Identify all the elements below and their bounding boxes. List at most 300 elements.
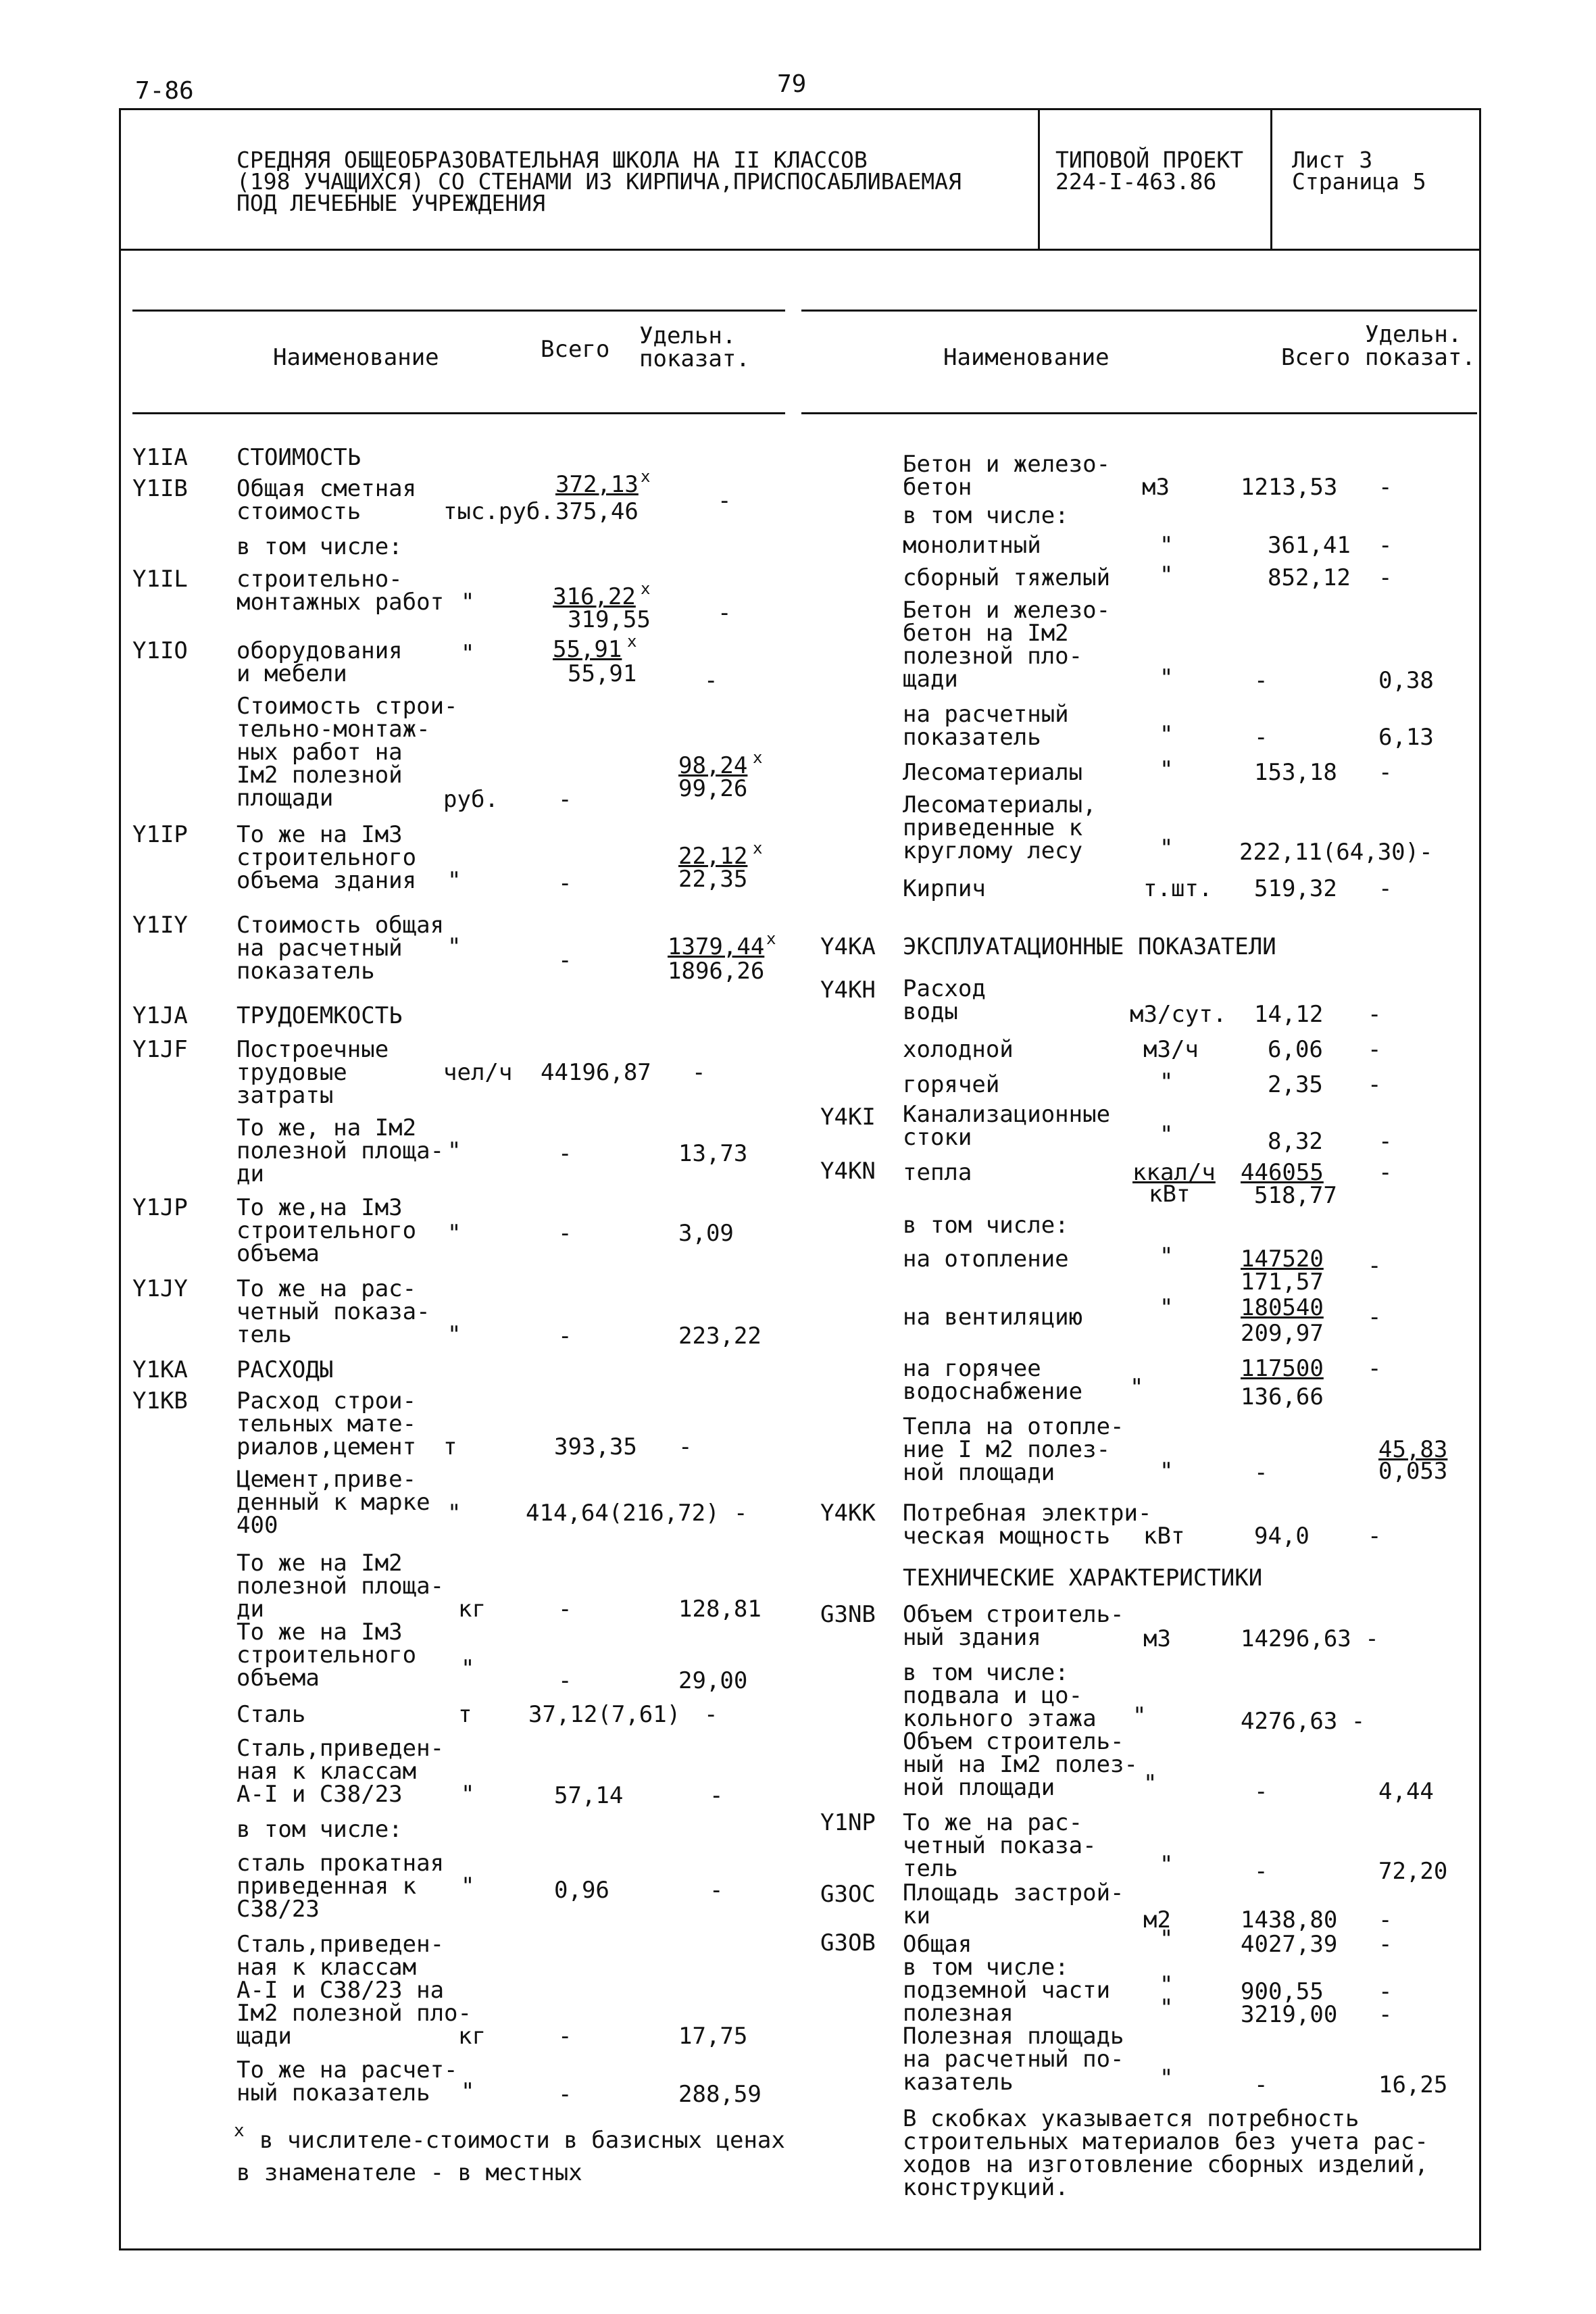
- labor-m3-value: 3,09: [678, 1220, 734, 1247]
- title-divider-1: [1038, 108, 1040, 249]
- ditto-mark: ": [1159, 2065, 1174, 2092]
- section-labor: ТРУДОЕМКОСТЬ: [236, 1002, 403, 1029]
- hot-water-dash: -: [1368, 1071, 1382, 1098]
- code-y1ib: Y1IB: [132, 475, 188, 502]
- title-block-bottom-line: [119, 249, 1481, 251]
- right-header-name: Наименование: [943, 344, 1109, 371]
- steel-m2-value: 17,75: [678, 2023, 748, 2050]
- precast-label: сборный тяжелый: [903, 564, 1111, 591]
- same-m3-label-1: То же на Iм3: [236, 821, 403, 848]
- including-label: в том числе:: [903, 1212, 1069, 1239]
- steel-cls-label-1: Сталь,приведен-: [236, 1735, 445, 1762]
- note-line-3: ходов на изготовление сборных изделий,: [903, 2151, 1428, 2178]
- heat-unit-denominator: кВт: [1149, 1181, 1191, 1208]
- total-cost-label-2: стоимость: [236, 498, 361, 525]
- vol-m2-label-2: ный на Iм2 полез-: [903, 1751, 1138, 1778]
- timber-round-value: 222,11(64,30)-: [1239, 839, 1433, 866]
- sheet-label: Лист 3: [1292, 147, 1373, 173]
- equipment-label-1: оборудования: [236, 637, 403, 664]
- ditto-mark: ": [461, 640, 475, 667]
- equipment-dash: -: [704, 667, 718, 694]
- cement400-label-3: 400: [236, 1512, 278, 1539]
- useful-calc-label-3: казатель: [903, 2069, 1014, 2096]
- left-header-total: Всего: [541, 336, 610, 363]
- cement400-label-2: денный к марке: [236, 1489, 430, 1516]
- ditto-mark: ": [1143, 1770, 1157, 1797]
- footnote-mark: x: [234, 2121, 245, 2141]
- total-cost-numerator: 372,13: [555, 471, 639, 498]
- cost-m2-denominator: 99,26: [678, 775, 748, 802]
- code-y1np: Y1NP: [820, 1809, 876, 1836]
- document-title-line-1: СРЕДНЯЯ ОБЩЕОБРАЗОВАТЕЛЬНАЯ ШКОЛА НА II КЛАССОВ: [236, 147, 868, 173]
- ditto-mark: ": [1159, 1851, 1174, 1878]
- steel-m2-label-3: А-I и С38/23 на: [236, 1977, 445, 2004]
- labor-calc-label-3: тель: [236, 1321, 292, 1348]
- ditto-mark: ": [1159, 664, 1174, 691]
- construction-numerator: 316,22: [553, 583, 636, 610]
- sewer-dash: -: [1378, 1128, 1393, 1155]
- ditto-mark: ": [447, 1220, 462, 1247]
- concrete-m2-label-4: щади: [903, 666, 958, 693]
- right-header-total: Всего: [1281, 344, 1351, 371]
- labor-calc-label-2: четный показа-: [236, 1298, 430, 1325]
- code-y4kh: Y4KH: [820, 977, 876, 1004]
- timber-round-label-1: Лесоматериалы,: [903, 791, 1097, 818]
- cold-water-dash: -: [1368, 1036, 1382, 1063]
- hotwater-numerator: 117500: [1241, 1355, 1324, 1382]
- steel-dash: -: [704, 1701, 718, 1728]
- labor-m3-label-2: строительного: [236, 1217, 417, 1244]
- cost-calc-numerator: 1379,44: [668, 933, 765, 960]
- brick-label: Кирпич: [903, 875, 986, 902]
- section-operation: ЭКСПЛУАТАЦИОННЫЕ ПОКАЗАТЕЛИ: [903, 933, 1276, 960]
- same-m3-numerator: 22,12: [678, 843, 748, 870]
- precast-value: 852,12: [1268, 564, 1351, 591]
- cost-calc-total-dash: -: [558, 947, 572, 974]
- brick-value: 519,32: [1254, 875, 1337, 902]
- section-expenses: РАСХОДЫ: [236, 1356, 334, 1383]
- heat-denominator: 518,77: [1254, 1182, 1337, 1209]
- code-y1ia: Y1IA: [132, 444, 188, 471]
- ditto-mark: ": [1159, 721, 1174, 748]
- ditto-mark: ": [461, 2078, 475, 2105]
- power-dash: -: [1368, 1523, 1382, 1550]
- code-y1jy: Y1JY: [132, 1275, 188, 1302]
- cost-m2-label-3: ных работ на: [236, 739, 403, 766]
- cost-m2-label-4: Iм2 полезной: [236, 762, 403, 789]
- sewer-value: 8,32: [1268, 1128, 1323, 1155]
- right-header-bottom-line: [801, 412, 1477, 414]
- steel-cls-dash: -: [709, 1782, 724, 1809]
- code-y1jp: Y1JP: [132, 1194, 188, 1221]
- code-y4ki: Y4KI: [820, 1104, 876, 1131]
- construction-dash: -: [718, 599, 732, 626]
- hot-water-value: 2,35: [1268, 1071, 1323, 1098]
- concrete-calc-label-2: показатель: [903, 724, 1041, 751]
- section-technical: ТЕХНИЧЕСКИЕ ХАРАКТЕРИСТИКИ: [903, 1565, 1263, 1592]
- concrete-m2-value: 0,38: [1378, 667, 1434, 694]
- cold-water-label: холодной: [903, 1036, 1014, 1063]
- star-mark: x: [641, 467, 651, 486]
- note-line-2: строительных материалов без учета рас-: [903, 2128, 1428, 2155]
- vol-m2-label-3: ной площади: [903, 1774, 1055, 1801]
- steel-m2-unit: кг: [458, 2023, 486, 2050]
- ditto-mark: ": [1159, 562, 1174, 589]
- cost-m2-total-dash: -: [558, 786, 572, 813]
- labor-m2-label-1: То же, на Iм2: [236, 1114, 417, 1141]
- labor-total-dash: -: [692, 1059, 706, 1086]
- monolith-dash: -: [1378, 532, 1393, 559]
- heat-m2-denominator: 0,053: [1378, 1458, 1448, 1485]
- vol-calc-label-1: То же на рас-: [903, 1809, 1083, 1836]
- brick-unit: т.шт.: [1143, 875, 1213, 902]
- ditto-mark: ": [1159, 1971, 1174, 1998]
- steel-m2-label-4: Iм2 полезной пло-: [236, 2000, 472, 2027]
- code-y4ka: Y4KA: [820, 933, 876, 960]
- ditto-mark: ": [447, 1321, 462, 1348]
- code-g3oc: G3OC: [820, 1881, 876, 1908]
- labor-unit: чел/ч: [443, 1059, 513, 1086]
- cement-m3-label-1: То же на Iм3: [236, 1619, 403, 1646]
- total-cost-denominator: 375,46: [555, 498, 639, 525]
- labor-m3-label-3: объема: [236, 1240, 320, 1267]
- steel-cls-label-2: ная к классам: [236, 1758, 417, 1785]
- steel-roll-label-2: приведенная к: [236, 1873, 417, 1900]
- volume-unit: м3: [1143, 1625, 1171, 1652]
- brick-dash: -: [1378, 875, 1393, 902]
- project-label: ТИПОВОЙ ПРОЕКТ: [1055, 147, 1244, 173]
- ditto-mark: ": [1159, 1458, 1174, 1485]
- ditto-mark: ": [461, 589, 475, 616]
- left-header-specific-1: Удельн.: [639, 322, 737, 349]
- concrete-m2-label-2: бетон на Iм2: [903, 620, 1069, 647]
- vol-calc-value: 72,20: [1378, 1858, 1448, 1885]
- vent-dash: -: [1368, 1304, 1382, 1331]
- cement-dash: -: [678, 1433, 693, 1460]
- left-header-specific-2: показат.: [639, 345, 750, 372]
- heat-unit-numerator: ккал/ч: [1132, 1159, 1216, 1186]
- area-dash: -: [1378, 1906, 1393, 1934]
- useful-value: 3219,00: [1241, 2001, 1338, 2028]
- code-y1ip: Y1IP: [132, 821, 188, 848]
- labor-total-value: 44196,87: [541, 1059, 651, 1086]
- steel-cls-label-3: А-I и С38/23: [236, 1781, 403, 1808]
- steel-m2-label-1: Сталь,приведен-: [236, 1931, 445, 1958]
- ditto-mark: ": [461, 1655, 475, 1682]
- including-label: в том числе:: [903, 502, 1069, 529]
- area-label-1: Площадь застрой-: [903, 1879, 1124, 1906]
- code-y1io: Y1IO: [132, 637, 188, 664]
- ditto-mark: ": [1159, 1068, 1174, 1096]
- left-header-bottom-line: [132, 412, 785, 414]
- vol-m2-label-1: Объем строитель-: [903, 1728, 1124, 1755]
- total-area-label: Общая: [903, 1931, 972, 1958]
- heat-label: тепла: [903, 1159, 972, 1186]
- ditto-mark: ": [1159, 756, 1174, 783]
- steel-roll-value: 0,96: [554, 1877, 609, 1904]
- ditto-mark: ": [1130, 1374, 1144, 1401]
- heating-dash: -: [1368, 1252, 1382, 1279]
- labor-total-label-1: Построечные: [236, 1036, 389, 1063]
- monolith-label: монолитный: [903, 532, 1041, 559]
- timber-label: Лесоматериалы: [903, 759, 1083, 786]
- code-y1il: Y1IL: [132, 566, 188, 593]
- useful-calc-value: 16,25: [1378, 2071, 1448, 2098]
- heat-m2-total-dash: -: [1254, 1459, 1268, 1486]
- cost-m2-unit: руб.: [443, 786, 499, 813]
- area-label-2: ки: [903, 1902, 930, 1929]
- footnote-line-2: в знаменателе - в местных: [236, 2159, 582, 2186]
- timber-value: 153,18: [1254, 759, 1337, 786]
- steel-roll-label-1: сталь прокатная: [236, 1850, 445, 1877]
- vent-denominator: 209,97: [1241, 1320, 1324, 1347]
- labor-calc-total-dash: -: [558, 1323, 572, 1350]
- code-y4kk: Y4KK: [820, 1500, 876, 1527]
- note-line-1: В скобках указывается потребность: [903, 2105, 1360, 2132]
- heating-numerator: 147520: [1241, 1246, 1324, 1273]
- hotwater-denominator: 136,66: [1241, 1383, 1324, 1410]
- cement400-dash: -: [734, 1500, 748, 1527]
- code-y1jf: Y1JF: [132, 1036, 188, 1063]
- useful-calc-label-2: на расчетный по-: [903, 2046, 1124, 2073]
- right-header-top-line: [801, 310, 1477, 312]
- labor-calc-value: 223,22: [678, 1323, 762, 1350]
- vol-m2-total-dash: -: [1254, 1778, 1268, 1805]
- vol-calc-label-2: четный показа-: [903, 1832, 1097, 1859]
- basement-label-1: подвала и цо-: [903, 1682, 1083, 1709]
- cement-m3-label-2: строительного: [236, 1642, 417, 1669]
- cement-label-2: тельных мате-: [236, 1410, 417, 1437]
- vent-label: на вентиляцию: [903, 1304, 1083, 1331]
- concrete-label-2: бетон: [903, 474, 972, 501]
- cost-m2-label-5: площади: [236, 785, 334, 812]
- footnote-line-1: в числителе-стоимости в базисных ценах: [259, 2127, 785, 2154]
- sewer-label-1: Канализационные: [903, 1101, 1111, 1128]
- timber-dash: -: [1378, 759, 1393, 786]
- labor-total-label-2: трудовые: [236, 1059, 347, 1086]
- power-value: 94,0: [1254, 1523, 1310, 1550]
- hot-water-label: горячей: [903, 1071, 1000, 1098]
- area-unit: м2: [1143, 1906, 1171, 1934]
- steel-value: 37,12(7,61): [528, 1701, 681, 1728]
- hotwater-label-1: на горячее: [903, 1355, 1041, 1382]
- heat-numerator: 446055: [1241, 1159, 1324, 1186]
- concrete-label-1: Бетон и железо-: [903, 451, 1111, 478]
- cost-m2-numerator: 98,24: [678, 752, 748, 779]
- section-cost: СТОИМОСТЬ: [236, 444, 361, 471]
- including-label: в том числе:: [903, 1659, 1069, 1686]
- useful-calc-label-1: Полезная площадь: [903, 2023, 1124, 2050]
- basement-value: 4276,63 -: [1241, 1708, 1366, 1735]
- labor-m3-total-dash: -: [558, 1220, 572, 1247]
- construction-denominator: 319,55: [568, 606, 651, 633]
- right-header-specific-1: Удельн.: [1365, 321, 1462, 348]
- ditto-mark: ": [1159, 1243, 1174, 1270]
- labor-m2-value: 13,73: [678, 1140, 748, 1167]
- same-m3-label-3: объема здания: [236, 867, 417, 894]
- useful-label: полезная: [903, 2000, 1014, 2027]
- timber-round-label-2: приведенные к: [903, 814, 1083, 841]
- precast-dash: -: [1378, 564, 1393, 591]
- cement400-label-1: Цемент,приве-: [236, 1466, 417, 1493]
- concrete-m2-label-1: Бетон и железо-: [903, 597, 1111, 624]
- document-title-line-3: ПОД ЛЕЧЕБНЫЕ УЧРЕЖДЕНИЯ: [236, 190, 545, 216]
- sewer-label-2: стоки: [903, 1124, 972, 1151]
- labor-m3-label-1: То же,на Iм3: [236, 1194, 403, 1221]
- concrete-unit: м3: [1142, 474, 1170, 501]
- cement-m2-total-dash: -: [558, 1596, 572, 1623]
- total-area-value: 4027,39: [1241, 1931, 1338, 1958]
- code-g3ob: G3OB: [820, 1929, 876, 1956]
- steel-roll-label-3: С38/23: [236, 1896, 320, 1923]
- heat-dash: -: [1378, 1159, 1393, 1186]
- page-label: Страница 5: [1292, 168, 1426, 195]
- left-header-name: Наименование: [273, 344, 439, 371]
- heating-label: на отопление: [903, 1246, 1069, 1273]
- volume-label-2: ный здания: [903, 1624, 1041, 1651]
- cost-calc-label-1: Стоимость общая: [236, 912, 445, 939]
- steel-calc-label-1: То же на расчет-: [236, 2057, 458, 2084]
- cement-label-1: Расход строи-: [236, 1387, 417, 1414]
- same-m3-label-2: строительного: [236, 844, 417, 871]
- steel-m2-label-2: ная к классам: [236, 1954, 417, 1981]
- including-label: в том числе:: [236, 1816, 403, 1843]
- cold-water-value: 6,06: [1268, 1036, 1323, 1063]
- cement400-value: 414,64(216,72): [526, 1500, 720, 1527]
- steel-roll-dash: -: [709, 1877, 724, 1904]
- note-line-4: конструкций.: [903, 2174, 1069, 2201]
- cement-m2-unit: кг: [458, 1596, 486, 1623]
- code-y1kb: Y1KB: [132, 1387, 188, 1414]
- area-value: 1438,80: [1241, 1906, 1338, 1934]
- timber-round-label-3: круглому лесу: [903, 837, 1083, 864]
- cold-water-unit: м3/ч: [1143, 1036, 1199, 1063]
- vol-calc-label-3: тель: [903, 1855, 958, 1882]
- volume-label-1: Объем строитель-: [903, 1601, 1124, 1628]
- construction-label-2: монтажных работ: [236, 589, 445, 616]
- concrete-calc-value: 6,13: [1378, 724, 1434, 751]
- code-y4kn: Y4KN: [820, 1158, 876, 1185]
- cement-m2-label-1: То же на Iм2: [236, 1550, 403, 1577]
- same-m3-denominator: 22,35: [678, 866, 748, 893]
- total-cost-unit: тыс.руб.: [443, 498, 554, 525]
- including-label: в том числе:: [903, 1954, 1069, 1981]
- vol-calc-total-dash: -: [1254, 1858, 1268, 1885]
- including-label: в том числе:: [236, 533, 403, 560]
- steel-calc-label-2: ный показатель: [236, 2079, 430, 2107]
- heat-m2-label-1: Тепла на отопле-: [903, 1413, 1124, 1440]
- underground-label: подземной части: [903, 1977, 1111, 2004]
- ditto-mark: ": [1159, 1294, 1174, 1321]
- right-header-specific-2: показат.: [1365, 344, 1476, 371]
- ditto-mark: ": [1159, 1121, 1174, 1148]
- ditto-mark: ": [447, 1137, 462, 1164]
- page-code: 7-86: [135, 77, 194, 105]
- vol-m2-value: 4,44: [1378, 1778, 1434, 1805]
- water-label-1: Расход: [903, 975, 986, 1002]
- steel-calc-value: 288,59: [678, 2081, 762, 2108]
- star-mark: x: [627, 632, 637, 651]
- total-cost-dash: -: [718, 487, 732, 514]
- ditto-mark: ": [1132, 1702, 1147, 1729]
- cost-calc-label-2: на расчетный: [236, 935, 403, 962]
- heat-m2-numerator: 45,83: [1378, 1436, 1448, 1463]
- cement-label-3: риалов,цемент: [236, 1433, 417, 1460]
- concrete-m2-label-3: полезной пло-: [903, 643, 1083, 670]
- document-title-line-2: (198 УЧАЩИХСЯ) СО СТЕНАМИ ИЗ КИРПИЧА,ПРИСПОСАБЛИВАЕМАЯ: [236, 168, 962, 195]
- hotwater-dash: -: [1368, 1355, 1382, 1382]
- ditto-mark: ": [461, 1781, 475, 1808]
- equipment-denominator: 55,91: [568, 660, 637, 687]
- cement-m3-value: 29,00: [678, 1667, 748, 1694]
- vent-numerator: 180540: [1241, 1294, 1324, 1321]
- cement-m3-total-dash: -: [558, 1667, 572, 1694]
- labor-m2-label-2: полезной площа-: [236, 1137, 445, 1164]
- cement-m2-label-2: полезной площа-: [236, 1573, 445, 1600]
- star-mark: x: [641, 579, 651, 598]
- concrete-calc-label-1: на расчетный: [903, 701, 1069, 728]
- construction-label-1: строительно-: [236, 566, 403, 593]
- monolith-value: 361,41: [1268, 532, 1351, 559]
- concrete-value: 1213,53: [1241, 474, 1338, 501]
- labor-m2-total-dash: -: [558, 1140, 572, 1167]
- code-g3nb: G3NB: [820, 1601, 876, 1628]
- useful-dash: -: [1378, 2001, 1393, 2028]
- labor-total-label-3: затраты: [236, 1082, 334, 1109]
- labor-calc-label-1: То же на рас-: [236, 1275, 417, 1302]
- basement-label-2: кольного этажа: [903, 1705, 1097, 1732]
- steel-cls-value: 57,14: [554, 1782, 624, 1809]
- heat-m2-label-2: ние I м2 полез-: [903, 1436, 1111, 1463]
- code-y1iy: Y1IY: [132, 912, 188, 939]
- cost-calc-denominator: 1896,26: [668, 958, 765, 985]
- star-mark: x: [766, 929, 776, 948]
- ditto-mark: ": [447, 1500, 462, 1527]
- power-label-2: ческая мощность: [903, 1523, 1111, 1550]
- power-unit: кВт: [1143, 1523, 1185, 1550]
- heating-denominator: 171,57: [1241, 1269, 1324, 1296]
- concrete-m2-total-dash: -: [1254, 667, 1268, 694]
- underground-value: 900,55: [1241, 1978, 1324, 2005]
- cement-value: 393,35: [554, 1433, 637, 1460]
- ditto-mark: ": [1159, 1925, 1174, 1952]
- steel-label: Сталь: [236, 1701, 306, 1728]
- star-mark: x: [753, 839, 763, 858]
- cement-m2-value: 128,81: [678, 1596, 762, 1623]
- equipment-label-2: и мебели: [236, 660, 347, 687]
- left-header-top-line: [132, 310, 785, 312]
- underground-dash: -: [1378, 1978, 1393, 2005]
- useful-calc-total-dash: -: [1254, 2071, 1268, 2098]
- power-label-1: Потребная электри-: [903, 1500, 1152, 1527]
- total-area-dash: -: [1378, 1931, 1393, 1958]
- concrete-calc-total-dash: -: [1254, 724, 1268, 751]
- star-mark: x: [753, 748, 763, 767]
- cost-calc-label-3: показатель: [236, 958, 375, 985]
- cement-m2-label-3: ди: [236, 1596, 264, 1623]
- volume-value: 14296,63 -: [1241, 1625, 1379, 1652]
- water-value: 14,12: [1254, 1001, 1324, 1028]
- water-label-2: воды: [903, 998, 958, 1025]
- cost-m2-label-2: тельно-монтаж-: [236, 716, 430, 743]
- water-dash: -: [1368, 1001, 1382, 1028]
- concrete-dash: -: [1378, 474, 1393, 501]
- steel-calc-total-dash: -: [558, 2081, 572, 2108]
- steel-unit: т: [458, 1701, 472, 1728]
- heat-m2-label-3: ной площади: [903, 1459, 1055, 1486]
- ditto-mark: ": [1159, 532, 1174, 559]
- page-number: 79: [777, 70, 807, 98]
